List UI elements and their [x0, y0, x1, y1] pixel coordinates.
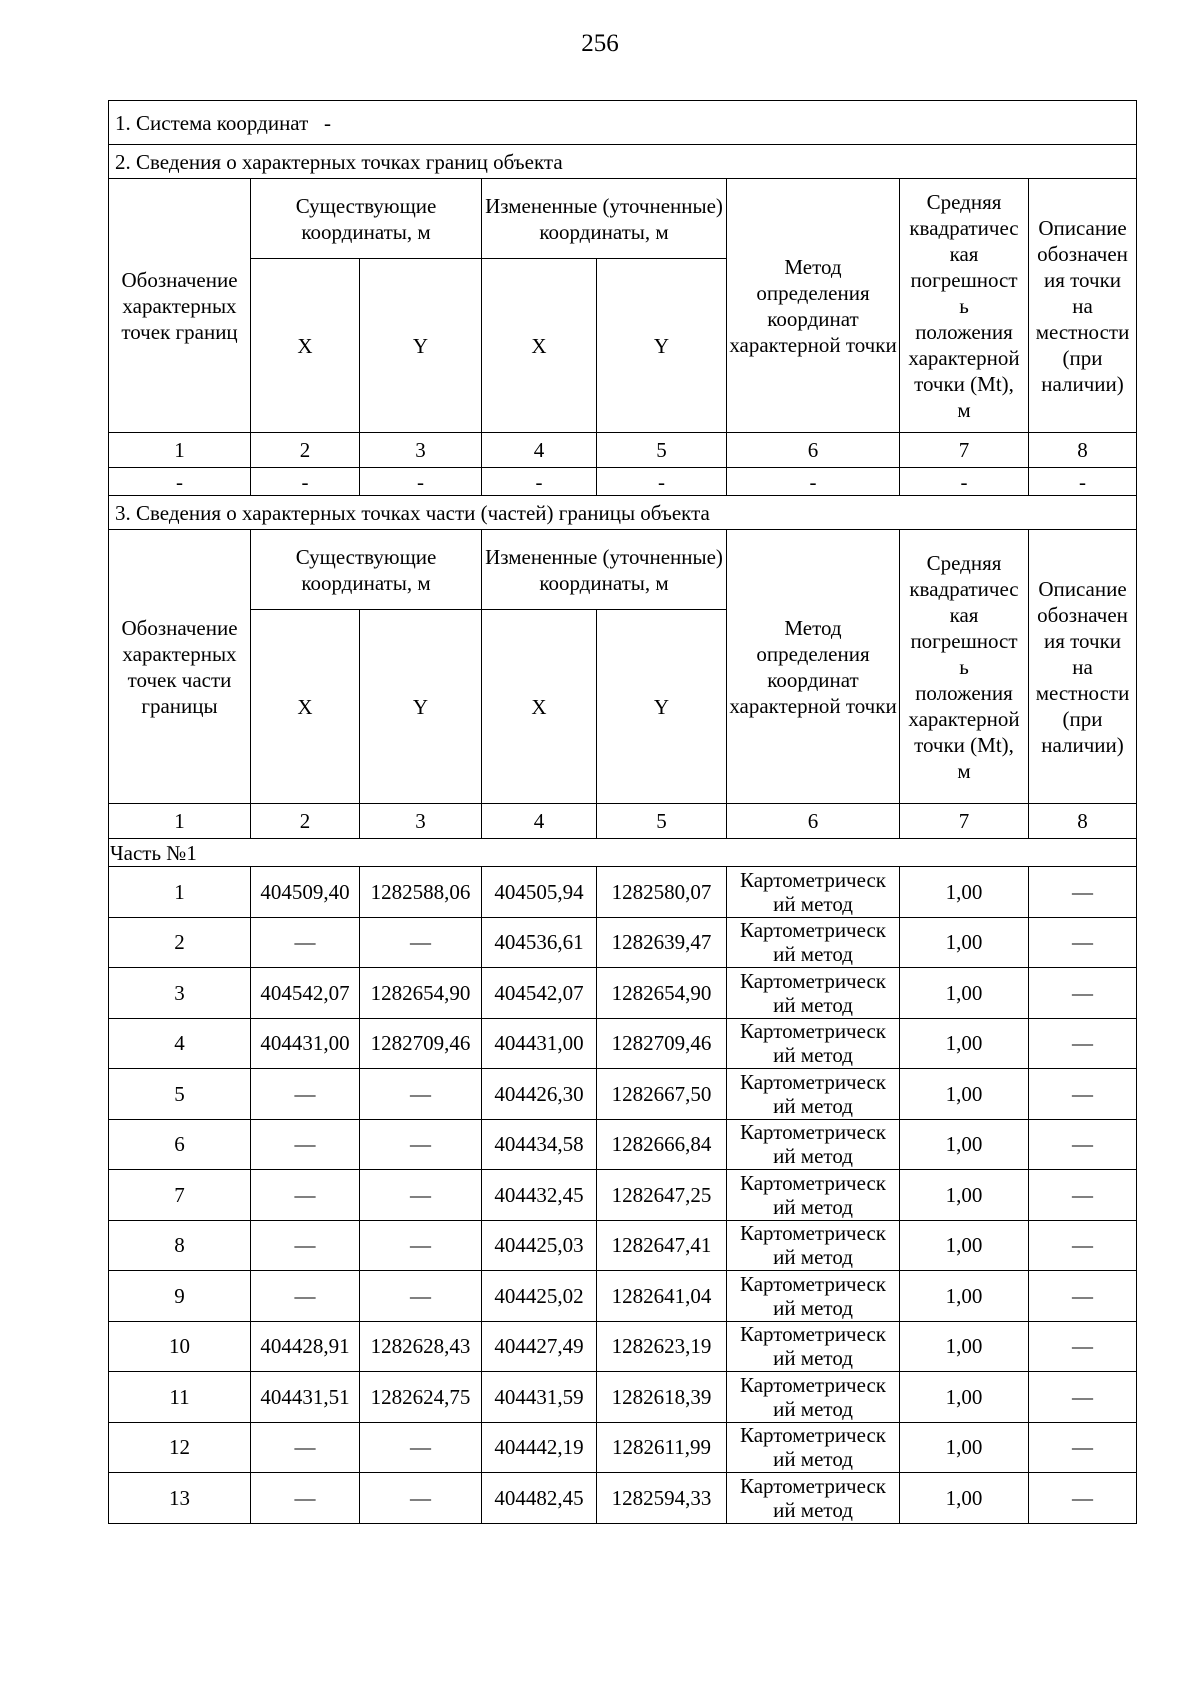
x-existing: —	[251, 1220, 360, 1271]
empty-cell: -	[900, 468, 1029, 496]
point-number: 11	[109, 1372, 251, 1423]
method: Картометрическ ий метод	[727, 1473, 900, 1524]
empty-cell: -	[597, 468, 727, 496]
point-number: 9	[109, 1271, 251, 1322]
method: Картометрическ ий метод	[727, 1271, 900, 1322]
header-x-changed: X	[482, 610, 597, 804]
header-description-line: Описание	[1038, 576, 1127, 601]
x-changed: 404542,07	[482, 968, 597, 1019]
description: —	[1029, 1018, 1137, 1069]
x-existing: —	[251, 1271, 360, 1322]
mt-value: 1,00	[900, 1018, 1029, 1069]
empty-cell: -	[360, 468, 482, 496]
point-number: 5	[109, 1069, 251, 1120]
mt-value: 1,00	[900, 1170, 1029, 1221]
y-existing: —	[360, 1170, 482, 1221]
description: —	[1029, 1220, 1137, 1271]
y-changed: 1282623,19	[597, 1321, 727, 1372]
x-existing: —	[251, 917, 360, 968]
header-error-line: квадратичес	[909, 576, 1019, 601]
description: —	[1029, 1372, 1137, 1423]
y-changed: 1282654,90	[597, 968, 727, 1019]
y-existing: 1282624,75	[360, 1372, 482, 1423]
mt-value: 1,00	[900, 1321, 1029, 1372]
table-row	[109, 917, 1137, 968]
section2-title-row	[109, 145, 1137, 179]
x-changed: 404536,61	[482, 917, 597, 968]
header-designation: Обозначение характерных точек части границы	[109, 530, 251, 804]
mt-value: 1,00	[900, 1069, 1029, 1120]
point-number: 12	[109, 1422, 251, 1473]
mt-value: 1,00	[900, 1422, 1029, 1473]
empty-cell: -	[251, 468, 360, 496]
column-number: 1	[109, 804, 251, 839]
header-y-changed: Y	[597, 610, 727, 804]
table-row	[109, 1422, 1137, 1473]
x-changed: 404425,03	[482, 1220, 597, 1271]
method: Картометрическ ий метод	[727, 1018, 900, 1069]
header-method: Метод определения координат характерной точки	[727, 530, 900, 804]
header-description-line: (при	[1062, 706, 1103, 731]
x-changed: 404427,49	[482, 1321, 597, 1372]
header-description-line: Описание	[1038, 215, 1127, 240]
method: Картометрическ ий метод	[727, 1119, 900, 1170]
point-number: 10	[109, 1321, 251, 1372]
header-description-line: местности	[1035, 319, 1130, 344]
table-row	[109, 1220, 1137, 1271]
section2-header-row-1	[109, 179, 1137, 259]
x-changed: 404442,19	[482, 1422, 597, 1473]
header-error	[900, 179, 1029, 433]
y-existing: —	[360, 1473, 482, 1524]
table-row	[109, 1321, 1137, 1372]
table-row	[109, 1119, 1137, 1170]
page-number: 256	[581, 30, 619, 57]
column-number: 2	[251, 804, 360, 839]
coord-system-label: 1. Система координат	[115, 110, 309, 135]
section3-column-numbers	[109, 804, 1137, 839]
header-description-line: на	[1072, 293, 1093, 318]
description: —	[1029, 1069, 1137, 1120]
header-error-line: ь	[959, 293, 969, 318]
column-number: 3	[360, 804, 482, 839]
y-changed: 1282618,39	[597, 1372, 727, 1423]
column-number: 3	[360, 433, 482, 468]
header-x-existing: X	[251, 259, 360, 433]
column-number: 6	[727, 433, 900, 468]
method: Картометрическ ий метод	[727, 1422, 900, 1473]
header-error-line: квадратичес	[909, 215, 1019, 240]
header-description-line: местности	[1035, 680, 1130, 705]
mt-value: 1,00	[900, 968, 1029, 1019]
y-changed: 1282667,50	[597, 1069, 727, 1120]
point-number: 3	[109, 968, 251, 1019]
y-changed: 1282641,04	[597, 1271, 727, 1322]
part-label: Часть №1	[109, 839, 1137, 867]
description: —	[1029, 917, 1137, 968]
header-error-line: характерной	[908, 345, 1020, 370]
y-changed: 1282647,25	[597, 1170, 727, 1221]
y-existing: —	[360, 1271, 482, 1322]
table-body	[109, 101, 1137, 1524]
column-number: 4	[482, 433, 597, 468]
header-designation: Обозначение характерных точек границ	[109, 179, 251, 433]
empty-cell: -	[1029, 468, 1137, 496]
y-changed: 1282666,84	[597, 1119, 727, 1170]
point-number: 1	[109, 867, 251, 918]
column-number: 8	[1029, 433, 1137, 468]
x-existing: —	[251, 1119, 360, 1170]
point-number: 4	[109, 1018, 251, 1069]
description: —	[1029, 968, 1137, 1019]
column-number: 6	[727, 804, 900, 839]
column-number: 5	[597, 433, 727, 468]
header-error-line: точки (Mt),	[914, 371, 1014, 396]
mt-value: 1,00	[900, 917, 1029, 968]
y-changed: 1282580,07	[597, 867, 727, 918]
mt-value: 1,00	[900, 1473, 1029, 1524]
description: —	[1029, 1473, 1137, 1524]
method: Картометрическ ий метод	[727, 1069, 900, 1120]
method: Картометрическ ий метод	[727, 917, 900, 968]
table-row	[109, 1473, 1137, 1524]
x-changed: 404425,02	[482, 1271, 597, 1322]
header-description-line: обозначен	[1037, 602, 1128, 627]
x-existing: —	[251, 1422, 360, 1473]
column-number: 4	[482, 804, 597, 839]
method: Картометрическ ий метод	[727, 1321, 900, 1372]
y-existing: 1282588,06	[360, 867, 482, 918]
section3-title: 3. Сведения о характерных точках части (частей) границы объекта	[109, 496, 1137, 530]
x-existing: —	[251, 1473, 360, 1524]
header-description-line: ия точки	[1044, 628, 1122, 653]
y-existing: 1282654,90	[360, 968, 482, 1019]
y-existing: 1282709,46	[360, 1018, 482, 1069]
y-changed: 1282639,47	[597, 917, 727, 968]
coord-system-row	[109, 101, 1137, 145]
y-existing: —	[360, 1220, 482, 1271]
y-existing: —	[360, 1422, 482, 1473]
column-number: 7	[900, 804, 1029, 839]
header-x-changed: X	[482, 259, 597, 433]
x-changed: 404482,45	[482, 1473, 597, 1524]
x-changed: 404505,94	[482, 867, 597, 918]
header-error-line: м	[957, 758, 971, 783]
description: —	[1029, 1271, 1137, 1322]
x-changed: 404431,59	[482, 1372, 597, 1423]
header-error-line: погрешност	[910, 267, 1018, 292]
method: Картометрическ ий метод	[727, 867, 900, 918]
header-method: Метод определения координат характерной точки	[727, 179, 900, 433]
header-error-line: ь	[959, 654, 969, 679]
point-number: 7	[109, 1170, 251, 1221]
header-error-line: положения	[915, 319, 1013, 344]
header-existing-coords: Существующие координаты, м	[251, 179, 482, 259]
x-existing: 404542,07	[251, 968, 360, 1019]
y-existing: —	[360, 1069, 482, 1120]
header-description-line: наличии)	[1041, 371, 1124, 396]
x-existing: 404431,51	[251, 1372, 360, 1423]
empty-cell: -	[727, 468, 900, 496]
header-description-line: на	[1072, 654, 1093, 679]
column-number: 1	[109, 433, 251, 468]
method: Картометрическ ий метод	[727, 1372, 900, 1423]
section3-header-row-1	[109, 530, 1137, 610]
header-error	[900, 530, 1029, 804]
empty-cell: -	[109, 468, 251, 496]
table-row	[109, 1271, 1137, 1322]
header-description	[1029, 530, 1137, 804]
coord-system-value: -	[324, 110, 332, 135]
x-existing: 404428,91	[251, 1321, 360, 1372]
header-changed-coords: Измененные (уточненные) координаты, м	[482, 179, 727, 259]
description: —	[1029, 1422, 1137, 1473]
coord-system-cell	[109, 101, 1137, 145]
header-y-existing: Y	[360, 259, 482, 433]
header-y-changed: Y	[597, 259, 727, 433]
y-existing: —	[360, 917, 482, 968]
header-changed-coords: Измененные (уточненные) координаты, м	[482, 530, 727, 610]
x-existing: —	[251, 1069, 360, 1120]
section2-title: 2. Сведения о характерных точках границ объекта	[109, 145, 1137, 179]
section2-empty-row	[109, 468, 1137, 496]
method: Картометрическ ий метод	[727, 1170, 900, 1221]
point-number: 6	[109, 1119, 251, 1170]
header-x-existing: X	[251, 610, 360, 804]
x-changed: 404431,00	[482, 1018, 597, 1069]
mt-value: 1,00	[900, 1119, 1029, 1170]
x-changed: 404432,45	[482, 1170, 597, 1221]
y-changed: 1282611,99	[597, 1422, 727, 1473]
header-description	[1029, 179, 1137, 433]
section3-title-row	[109, 496, 1137, 530]
y-changed: 1282709,46	[597, 1018, 727, 1069]
header-error-line: кая	[949, 602, 979, 627]
table-row	[109, 1069, 1137, 1120]
method: Картометрическ ий метод	[727, 1220, 900, 1271]
description: —	[1029, 1321, 1137, 1372]
header-existing-coords: Существующие координаты, м	[251, 530, 482, 610]
table-row	[109, 1372, 1137, 1423]
mt-value: 1,00	[900, 867, 1029, 918]
header-error-line: кая	[949, 241, 979, 266]
column-number: 2	[251, 433, 360, 468]
header-error-line: характерной	[908, 706, 1020, 731]
point-number: 13	[109, 1473, 251, 1524]
mt-value: 1,00	[900, 1271, 1029, 1322]
x-existing: 404509,40	[251, 867, 360, 918]
table-row	[109, 1170, 1137, 1221]
table-row	[109, 968, 1137, 1019]
header-error-line: положения	[915, 680, 1013, 705]
description: —	[1029, 1119, 1137, 1170]
header-y-existing: Y	[360, 610, 482, 804]
column-number: 8	[1029, 804, 1137, 839]
header-description-line: ия точки	[1044, 267, 1122, 292]
empty-cell: -	[482, 468, 597, 496]
header-description-line: обозначен	[1037, 241, 1128, 266]
column-number: 7	[900, 433, 1029, 468]
x-changed: 404426,30	[482, 1069, 597, 1120]
mt-value: 1,00	[900, 1220, 1029, 1271]
y-changed: 1282594,33	[597, 1473, 727, 1524]
point-number: 2	[109, 917, 251, 968]
description: —	[1029, 867, 1137, 918]
x-existing: 404431,00	[251, 1018, 360, 1069]
header-error-line: погрешност	[910, 628, 1018, 653]
x-existing: —	[251, 1170, 360, 1221]
y-changed: 1282647,41	[597, 1220, 727, 1271]
description: —	[1029, 1170, 1137, 1221]
header-description-line: наличии)	[1041, 732, 1124, 757]
part-label-row	[109, 839, 1137, 867]
method: Картометрическ ий метод	[727, 968, 900, 1019]
column-number: 5	[597, 804, 727, 839]
y-existing: —	[360, 1119, 482, 1170]
header-error-line: точки (Mt),	[914, 732, 1014, 757]
x-changed: 404434,58	[482, 1119, 597, 1170]
header-error-line: Средняя	[926, 189, 1002, 214]
y-existing: 1282628,43	[360, 1321, 482, 1372]
table-row	[109, 867, 1137, 918]
header-error-line: м	[957, 397, 971, 422]
mt-value: 1,00	[900, 1372, 1029, 1423]
boundary-points-table	[108, 100, 1137, 1524]
table-row	[109, 1018, 1137, 1069]
header-error-line: Средняя	[926, 550, 1002, 575]
point-number: 8	[109, 1220, 251, 1271]
header-description-line: (при	[1062, 345, 1103, 370]
section2-column-numbers	[109, 433, 1137, 468]
